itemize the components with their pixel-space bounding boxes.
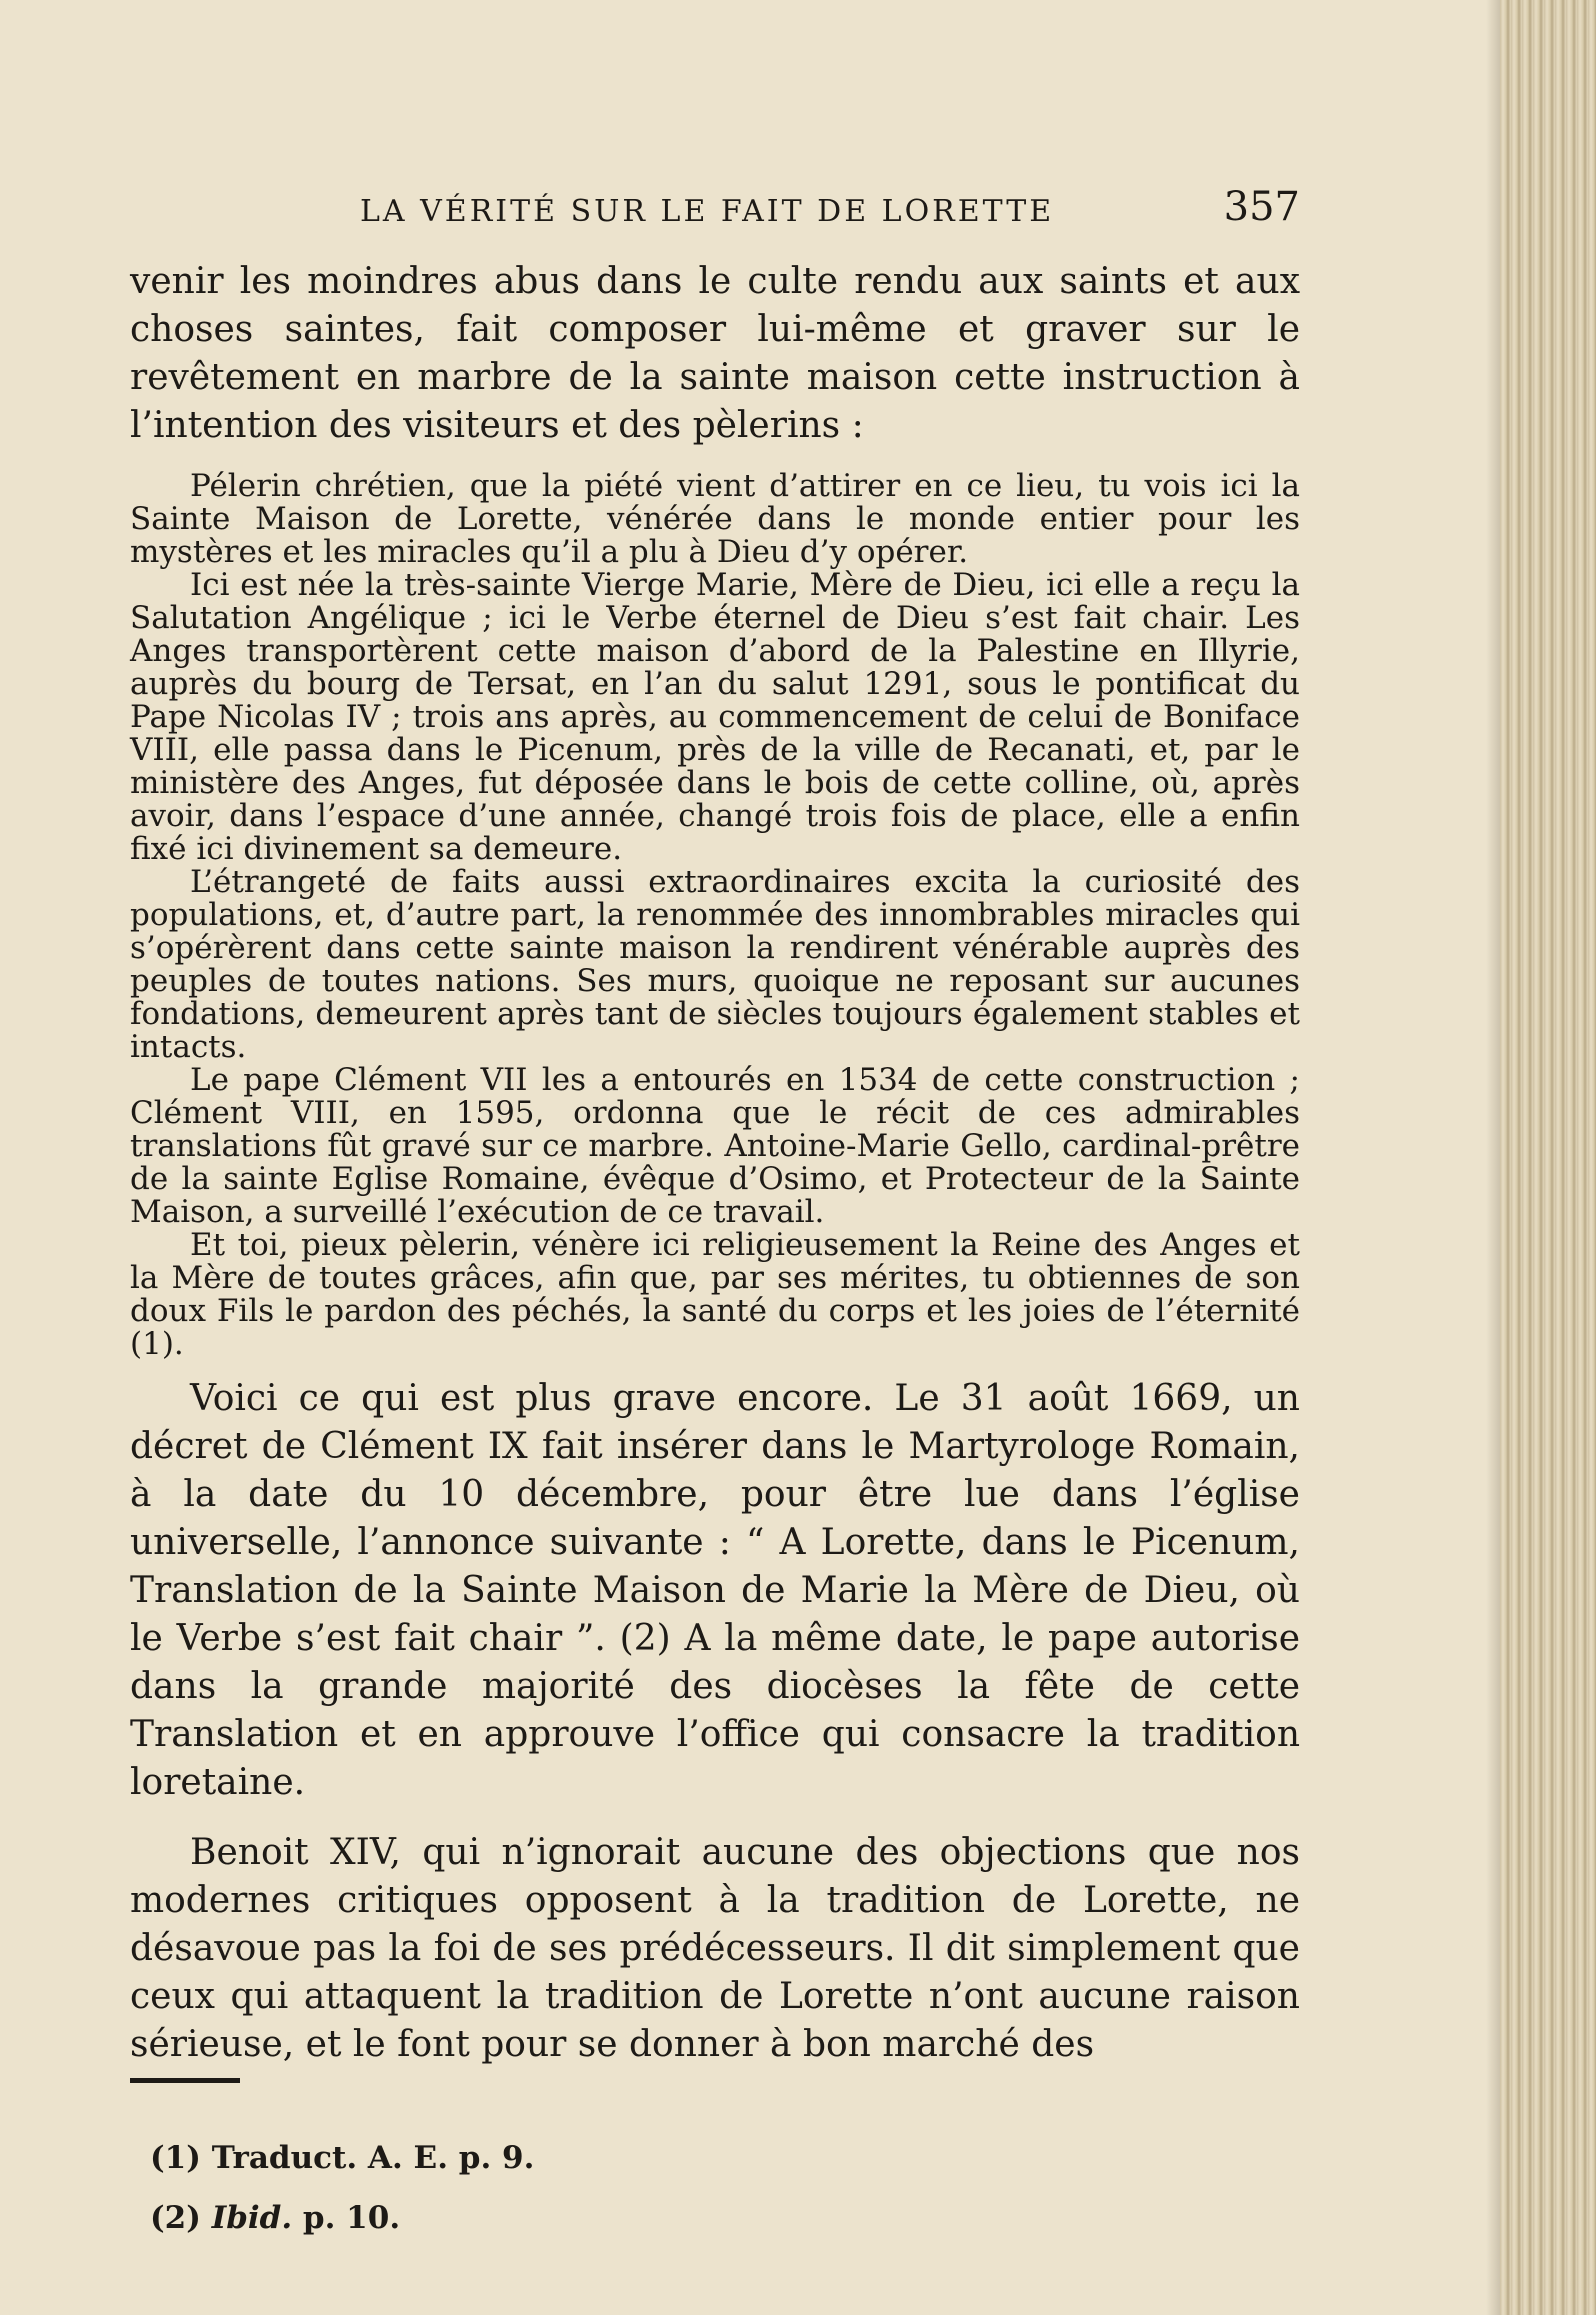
footnote-2-rest: p. 10. bbox=[302, 2200, 401, 2236]
footnote-2-mark: (2) bbox=[150, 2200, 201, 2236]
footnote-rule bbox=[130, 2078, 240, 2083]
quote-paragraph-5: Et toi, pieux pèlerin, vénère ici religieusement la Reine des Anges et la Mère de toutes grâces, afin que, par ses mérites, tu obtiennes de son doux Fils le pardon des péchés, la santé du corps et les joies de l’éternité (1). bbox=[130, 1227, 1300, 1362]
quote-paragraph-2: Ici est née la très-sainte Vierge Marie, Mère de Dieu, ici elle a reçu la Salutation Angélique ; ici le Verbe éternel de Dieu s’est fait chair. Les Anges transportèrent cette maison d’abord de la Palestine en Illyrie, auprès du bourg de Tersat, en l’an du salut 1291, sous le pontificat du Pape Nicolas IV ; trois ans après, au commencement de celui de Boniface VIII, elle passa dans le Picenum, près de la ville de Recanati, et, par le ministère des Anges, fut déposée dans le bois de cette colline, où, après avoir, dans l’espace d’une année, changé trois fois de place, elle a enfin fixé ici divinement sa demeure. bbox=[130, 567, 1300, 867]
footnotes bbox=[150, 2128, 1050, 2248]
running-title: LA VÉRITÉ SUR LE FAIT DE LORETTE bbox=[360, 194, 1055, 229]
footnote-1: (1) Traduct. A. E. p. 9. bbox=[150, 2140, 535, 2176]
inscription-quote bbox=[130, 470, 1300, 1361]
quote-paragraph-1: Pélerin chrétien, que la piété vient d’attirer en ce lieu, tu vois ici la Sainte Maison de Lorette, vénérée dans le monde entier pour les mystères et les miracles qu’il a plu à Dieu d’y opérer. bbox=[130, 468, 1300, 570]
body-paragraph-2: Benoit XIV, qui n’ignorait aucune des objections que nos modernes critiques opposent à la tradition de Lorette, ne désavoue pas la foi de ses prédécesseurs. Il dit simplement que ceux qui attaquent la tradition de Lorette n’ont aucune raison sérieuse, et le font pour se donner à bon marché des bbox=[130, 1832, 1300, 2065]
body-text bbox=[130, 258, 1300, 2069]
quote-paragraph-4: Le pape Clément VII les a entourés en 1534 de cette construction ; Clément VIII, en 1595, ordonna que le récit de ces admirables translations fût gravé sur ce marbre. Antoine-Marie Gello, cardinal-prêtre de la sainte Eglise Romaine, évêque d’Osimo, et Protecteur de la Sainte Maison, a surveillé l’exécution de ce travail. bbox=[130, 1062, 1300, 1230]
footnote-2 bbox=[150, 2188, 1050, 2248]
book-page-edges bbox=[1500, 0, 1596, 2315]
intro-paragraph: venir les moindres abus dans le culte rendu aux saints et aux choses saintes, fait composer lui-même et graver sur le revêtement en marbre de la sainte maison cette instruction à l’intention des visiteurs et des pèlerins : bbox=[130, 261, 1300, 446]
quote-paragraph-3: L’étrangeté de faits aussi extraordinaires excita la curiosité des populations, et, d’autre part, la renommée des innombrables miracles qui s’opérèrent dans cette sainte maison la rendirent vénérable auprès des peuples de toutes nations. Ses murs, quoique ne reposant sur aucunes fondations, demeurent après tant de siècles toujours également stables et intacts. bbox=[130, 864, 1300, 1065]
body-paragraph-1: Voici ce qui est plus grave encore. Le 31 août 1669, un décret de Clément IX fait insérer dans le Martyrologe Romain, à la date du 10 décembre, pour être lue dans l’église universelle, l’annonce suivante : “ A Lorette, dans le Picenum, Translation de la Sainte Maison de Marie la Mère de Dieu, où le Verbe s’est fait chair ”. (2) A la même date, le pape autorise dans la grande majorité des diocèses la fête de cette Translation et en approuve l’office qui consacre la tradition loretaine. bbox=[130, 1378, 1300, 1803]
page-header bbox=[130, 178, 1300, 248]
footnote-2-ibid: Ibid. bbox=[211, 2200, 293, 2236]
page-number: 357 bbox=[1223, 184, 1300, 230]
